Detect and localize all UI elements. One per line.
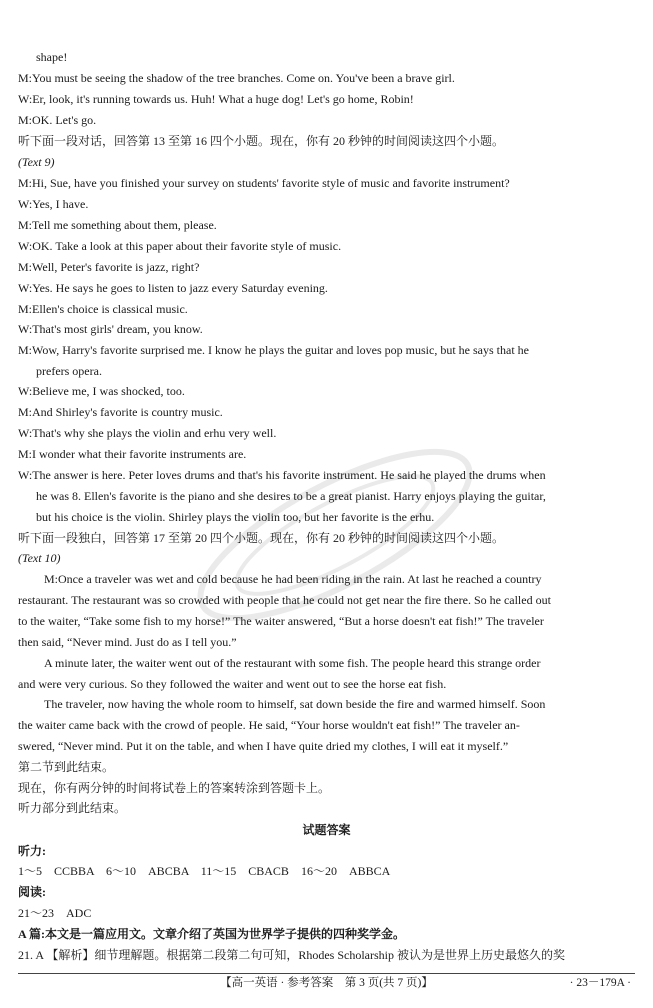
text-line: W:That's why she plays the violin and erhu very well.	[18, 426, 277, 440]
text-line: and were very curious. So they followed the waiter and went out to see the horse eat fish.	[18, 677, 447, 691]
listening-label: 听力:	[18, 844, 46, 858]
footer-page-info: 【高一英语 · 参考答案 第 3 页(共 7 页)】	[220, 977, 433, 989]
text-line: shape!	[36, 50, 68, 64]
text-line: W:Believe me, I was shocked, too.	[18, 384, 185, 398]
section-label: (Text 10)	[18, 551, 61, 565]
text-line: 现在，你有两分钟的时间将试卷上的答案转涂到答题卡上。	[18, 781, 331, 795]
page-footer	[18, 973, 635, 992]
text-line: W:Er, look, it's running towards us. Huh! What a huge dog! Let's go home, Robin!	[18, 92, 414, 106]
text-line: then said, “Never mind. Just do as I tell you.”	[18, 635, 237, 649]
text-line: restaurant. The restaurant was so crowded with people that he could not get near the fire there. So he called out	[18, 593, 551, 607]
text-line: M:Tell me something about them, please.	[18, 218, 217, 232]
footer-code: · 23－179A ·	[569, 977, 631, 989]
text-line: 第二节到此结束。	[18, 760, 115, 774]
text-line: M:Hi, Sue, have you finished your survey on students' favorite style of music and favorite instrument?	[18, 176, 510, 190]
text-line: W:OK. Take a look at this paper about their favorite style of music.	[18, 239, 342, 253]
text-line: he was 8. Ellen's favorite is the piano and she desires to be a great pianist. Harry enjoys playing the guitar,	[36, 489, 546, 503]
text-line: W:That's most girls' dream, you know.	[18, 322, 203, 336]
section-label: (Text 9)	[18, 155, 55, 169]
instruction-line: 听下面一段独白，回答第 17 至第 20 四个小题。现在，你有 20 秒钟的时间阅读这四个小题。	[18, 531, 505, 545]
text-line: the waiter came back with the crowd of people. He said, “Your horse wouldn't eat fish!” The traveler an-	[18, 718, 520, 732]
answers-heading: 试题答案	[302, 823, 351, 837]
instruction-line: 听下面一段对话，回答第 13 至第 16 四个小题。现在，你有 20 秒钟的时间阅读这四个小题。	[18, 134, 505, 148]
listening-answers: 1～5 CCBBA 6～10 ABCBA 11～15 CBACB 16～20 ABBCA	[18, 864, 391, 878]
text-line: prefers opera.	[36, 364, 102, 378]
reading-answers: 21～23 ADC	[18, 906, 92, 920]
text-line: The traveler, now having the whole room to himself, sat down beside the fire and warmed himself. Soon	[44, 697, 546, 711]
text-line: swered, “Never mind. Put it on the table, and when I have quite dried my clothes, I will eat it myself.”	[18, 739, 509, 753]
text-line: M:I wonder what their favorite instruments are.	[18, 447, 247, 461]
reading-label: 阅读:	[18, 885, 46, 899]
passage-a-summary: A 篇:本文是一篇应用文。文章介绍了英国为世界学子提供的四种奖学金。	[18, 927, 406, 941]
question-21-explanation: 21. A 【解析】细节理解题。根据第二段第二句可知，Rhodes Scholarship 被认为是世界上历史最悠久的奖	[18, 948, 566, 962]
text-line: 听力部分到此结束。	[18, 801, 127, 815]
text-line: A minute later, the waiter went out of the restaurant with some fish. The people heard this strange order	[44, 656, 541, 670]
text-line: M:You must be seeing the shadow of the tree branches. Come on. You've been a brave girl.	[18, 71, 455, 85]
text-line: M:And Shirley's favorite is country music.	[18, 405, 223, 419]
text-line: M:Well, Peter's favorite is jazz, right?	[18, 260, 200, 274]
text-line: M:Once a traveler was wet and cold because he had been riding in the rain. At last he reached a country	[44, 572, 542, 586]
text-line: but his choice is the violin. Shirley plays the violin too, but her favorite is the erhu.	[36, 510, 435, 524]
text-line: W:The answer is here. Peter loves drums and that's his favorite instrument. He said he played the drums when	[18, 468, 546, 482]
text-line: M:Ellen's choice is classical music.	[18, 302, 188, 316]
text-line: M:OK. Let's go.	[18, 113, 97, 127]
text-line: W:Yes. He says he goes to listen to jazz every Saturday evening.	[18, 281, 328, 295]
text-line: W:Yes, I have.	[18, 197, 89, 211]
text-line: M:Wow, Harry's favorite surprised me. I know he plays the guitar and loves pop music, but he says that he	[18, 343, 529, 357]
text-line: to the waiter, “Take some fish to my horse!” The waiter answered, “But a horse doesn't eat fish!” The traveler	[18, 614, 544, 628]
